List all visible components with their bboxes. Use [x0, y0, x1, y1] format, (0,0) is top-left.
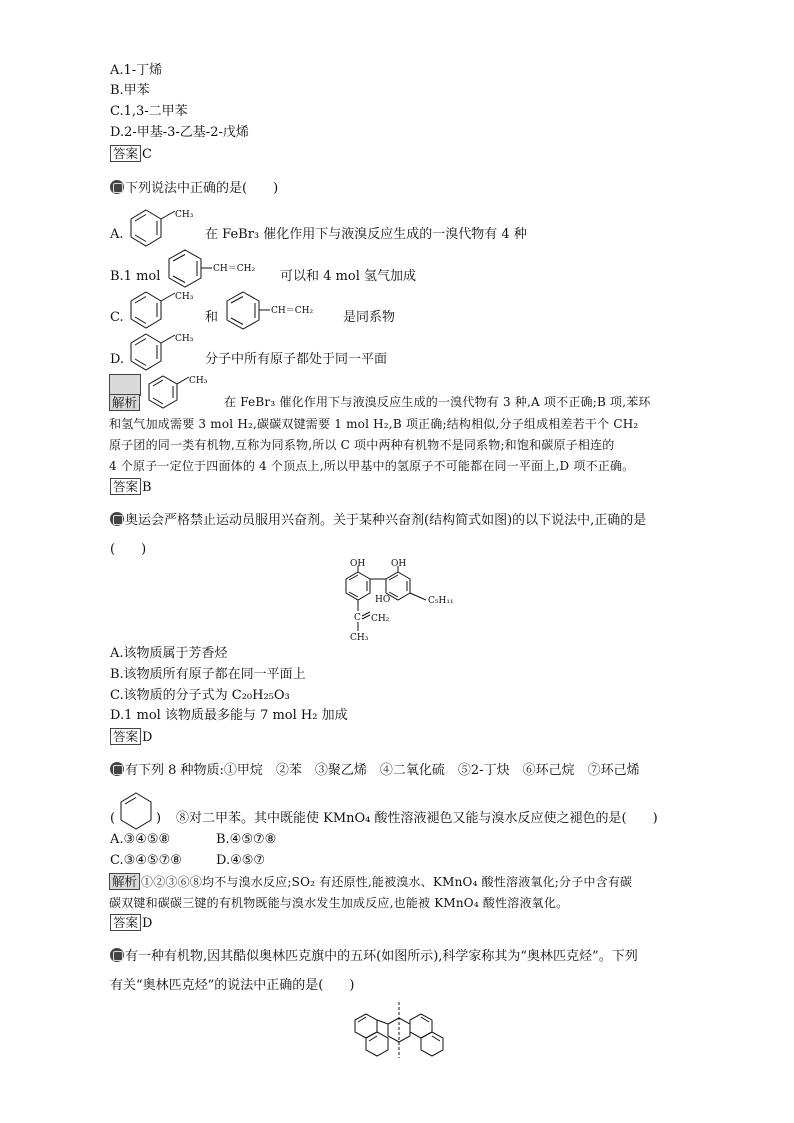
q3-paren-open: ( [110, 811, 116, 826]
question-icon [110, 948, 124, 962]
q0-option-a: A.1-丁烯 [110, 63, 163, 78]
q3-option-d: D.④⑤⑦ [216, 853, 266, 868]
analysis-label: 解析 [109, 873, 140, 890]
vinyl-text: CH＝CH₂ [213, 264, 256, 274]
q1-option-c-text: 是同系物 [343, 310, 396, 325]
svg-text:CH＝CH₂: CH＝CH₂ [271, 306, 314, 316]
olympicene-structure [340, 1000, 455, 1060]
answer-label: 答案 [110, 478, 141, 495]
toluene-structure-c [128, 290, 208, 330]
svg-text:C: C [354, 613, 361, 623]
answer-value: D [142, 730, 153, 745]
q1-option-b-text: 可以和 4 mol 氢气加成 [280, 269, 416, 284]
question-icon [110, 512, 124, 526]
stimulant-structure [330, 558, 470, 648]
styrene-structure-c [224, 290, 334, 332]
ch3-text: CH₃ [175, 210, 194, 220]
answer-label: 答案 [110, 914, 141, 931]
svg-text:OH: OH [350, 559, 366, 569]
question-icon [110, 180, 124, 194]
q0-option-d: D.2-甲基-3-乙基-2-戊烯 [110, 125, 249, 140]
question-icon [110, 762, 124, 776]
q1-option-a-text: 在 FeBr₃ 催化作用下与液溴反应生成的一溴代物有 4 种 [205, 227, 527, 242]
q1-analysis-line2: 和氢气加成需要 3 mol H₂,碳碳双键需要 1 mol H₂,B 项正确;结构相似,分子组成相差若干个 CH₂ [109, 417, 639, 431]
toluene-structure-d [128, 332, 208, 372]
q2-option-a: A.该物质属于芳香烃 [110, 646, 228, 661]
q2-answer [110, 728, 152, 747]
q2-option-b: B.该物质所有原子都在同一平面上 [110, 667, 306, 682]
svg-text:CH₂: CH₂ [371, 614, 390, 624]
analysis-label: 解析 [109, 394, 140, 411]
q0-answer [110, 145, 152, 164]
svg-text:OH: OH [391, 559, 407, 569]
q1-option-c-prefix: C. [110, 310, 124, 325]
answer-label: 答案 [110, 145, 141, 162]
q1-option-a-prefix: A. [110, 227, 124, 242]
q1-analysis-line4: 4 个原子一定位于四面体的 4 个顶点上,所以甲基中的氢原子不可能都在同一平面上,D 项不正确。 [109, 459, 635, 473]
q4-stem-line2: 有关“奥林匹克烃”的说法中正确的是( ) [110, 978, 355, 993]
answer-value: C [142, 147, 152, 162]
q3-answer [110, 914, 152, 933]
q3-option-b: B.④⑤⑦⑧ [216, 832, 277, 847]
svg-text:CH₃: CH₃ [175, 334, 194, 344]
q3-analysis-line2: 碳双键和碳碳三键的有机物既能与溴水发生加成反应,也能被 KMnO₄ 酸性溶液氧化。 [109, 896, 569, 910]
q3-paren-close: ) [156, 811, 162, 826]
svg-text:CH₃: CH₃ [350, 633, 369, 643]
q2-option-d: D.1 mol 该物质最多能与 7 mol H₂ 加成 [110, 708, 348, 723]
svg-text:C₅H₁₁: C₅H₁₁ [428, 596, 454, 606]
q1-analysis-line3: 原子团的同一类有机物,互称为同系物,所以 C 项中两种有机物不是同系物;和饱和碳原子相连的 [109, 438, 615, 452]
toluene-structure-a [128, 208, 208, 248]
toluene-structure-analysis [147, 374, 227, 410]
q3-option-a: A.③④⑤⑧ [110, 832, 171, 847]
q1-option-d-prefix: D. [110, 352, 125, 367]
q2-stem-line2: ( ) [110, 542, 147, 557]
q3-stem-line1: 有下列 8 种物质:①甲烷 ②苯 ③聚乙烯 ④二氧化硫 ⑤2-丁炔 ⑥环己烷 ⑦环己烯 [110, 762, 640, 780]
q3-stem-line2: ⑧对二甲苯。其中既能使 KMnO₄ 酸性溶液褪色又能与溴水反应使之褪色的是( ) [176, 811, 658, 826]
answer-value: D [142, 916, 153, 931]
q1-stem: 下列说法中正确的是( ) [110, 180, 278, 198]
styrene-structure-b [166, 248, 276, 290]
q3-analysis-line1: 解析 ①②③⑥⑧均不与溴水反应;SO₂ 有还原性,能被溴水、KMnO₄ 酸性溶液氧化;分子中含有碳 [109, 873, 632, 892]
q2-stem-line1: 奥运会严格禁止运动员服用兴奋剂。关于某种兴奋剂(结构简式如图)的以下说法中,正确的是 [110, 512, 646, 530]
answer-label: 答案 [110, 728, 141, 745]
q1-analysis-label-box [109, 374, 141, 408]
svg-text:CH₃: CH₃ [175, 292, 194, 302]
q1-option-b-prefix: B.1 mol [110, 269, 161, 284]
q0-option-c: C.1,3-二甲苯 [110, 104, 188, 119]
q1-answer [110, 478, 152, 497]
svg-text:CH₃: CH₃ [189, 376, 208, 386]
q0-option-b: B.甲苯 [110, 83, 150, 98]
q1-option-d-text: 分子中所有原子都处于同一平面 [205, 352, 388, 367]
q1-analysis-line1: 在 FeBr₃ 催化作用下与液溴反应生成的一溴代物有 3 种,A 项不正确;B 项,苯环 [224, 395, 651, 409]
q2-option-c: C.该物质的分子式为 C₂₀H₂₅O₃ [110, 688, 290, 703]
answer-value: B [142, 480, 152, 495]
q4-stem-line1: 有一种有机物,因其酷似奥林匹克旗中的五环(如图所示),科学家称其为“奥林匹克烃”。下列 [110, 948, 638, 966]
q3-option-c: C.③④⑤⑦⑧ [110, 853, 182, 868]
cyclohexene-structure [118, 790, 158, 834]
svg-text:HO: HO [375, 595, 391, 605]
q1-option-c-and: 和 [205, 310, 219, 325]
